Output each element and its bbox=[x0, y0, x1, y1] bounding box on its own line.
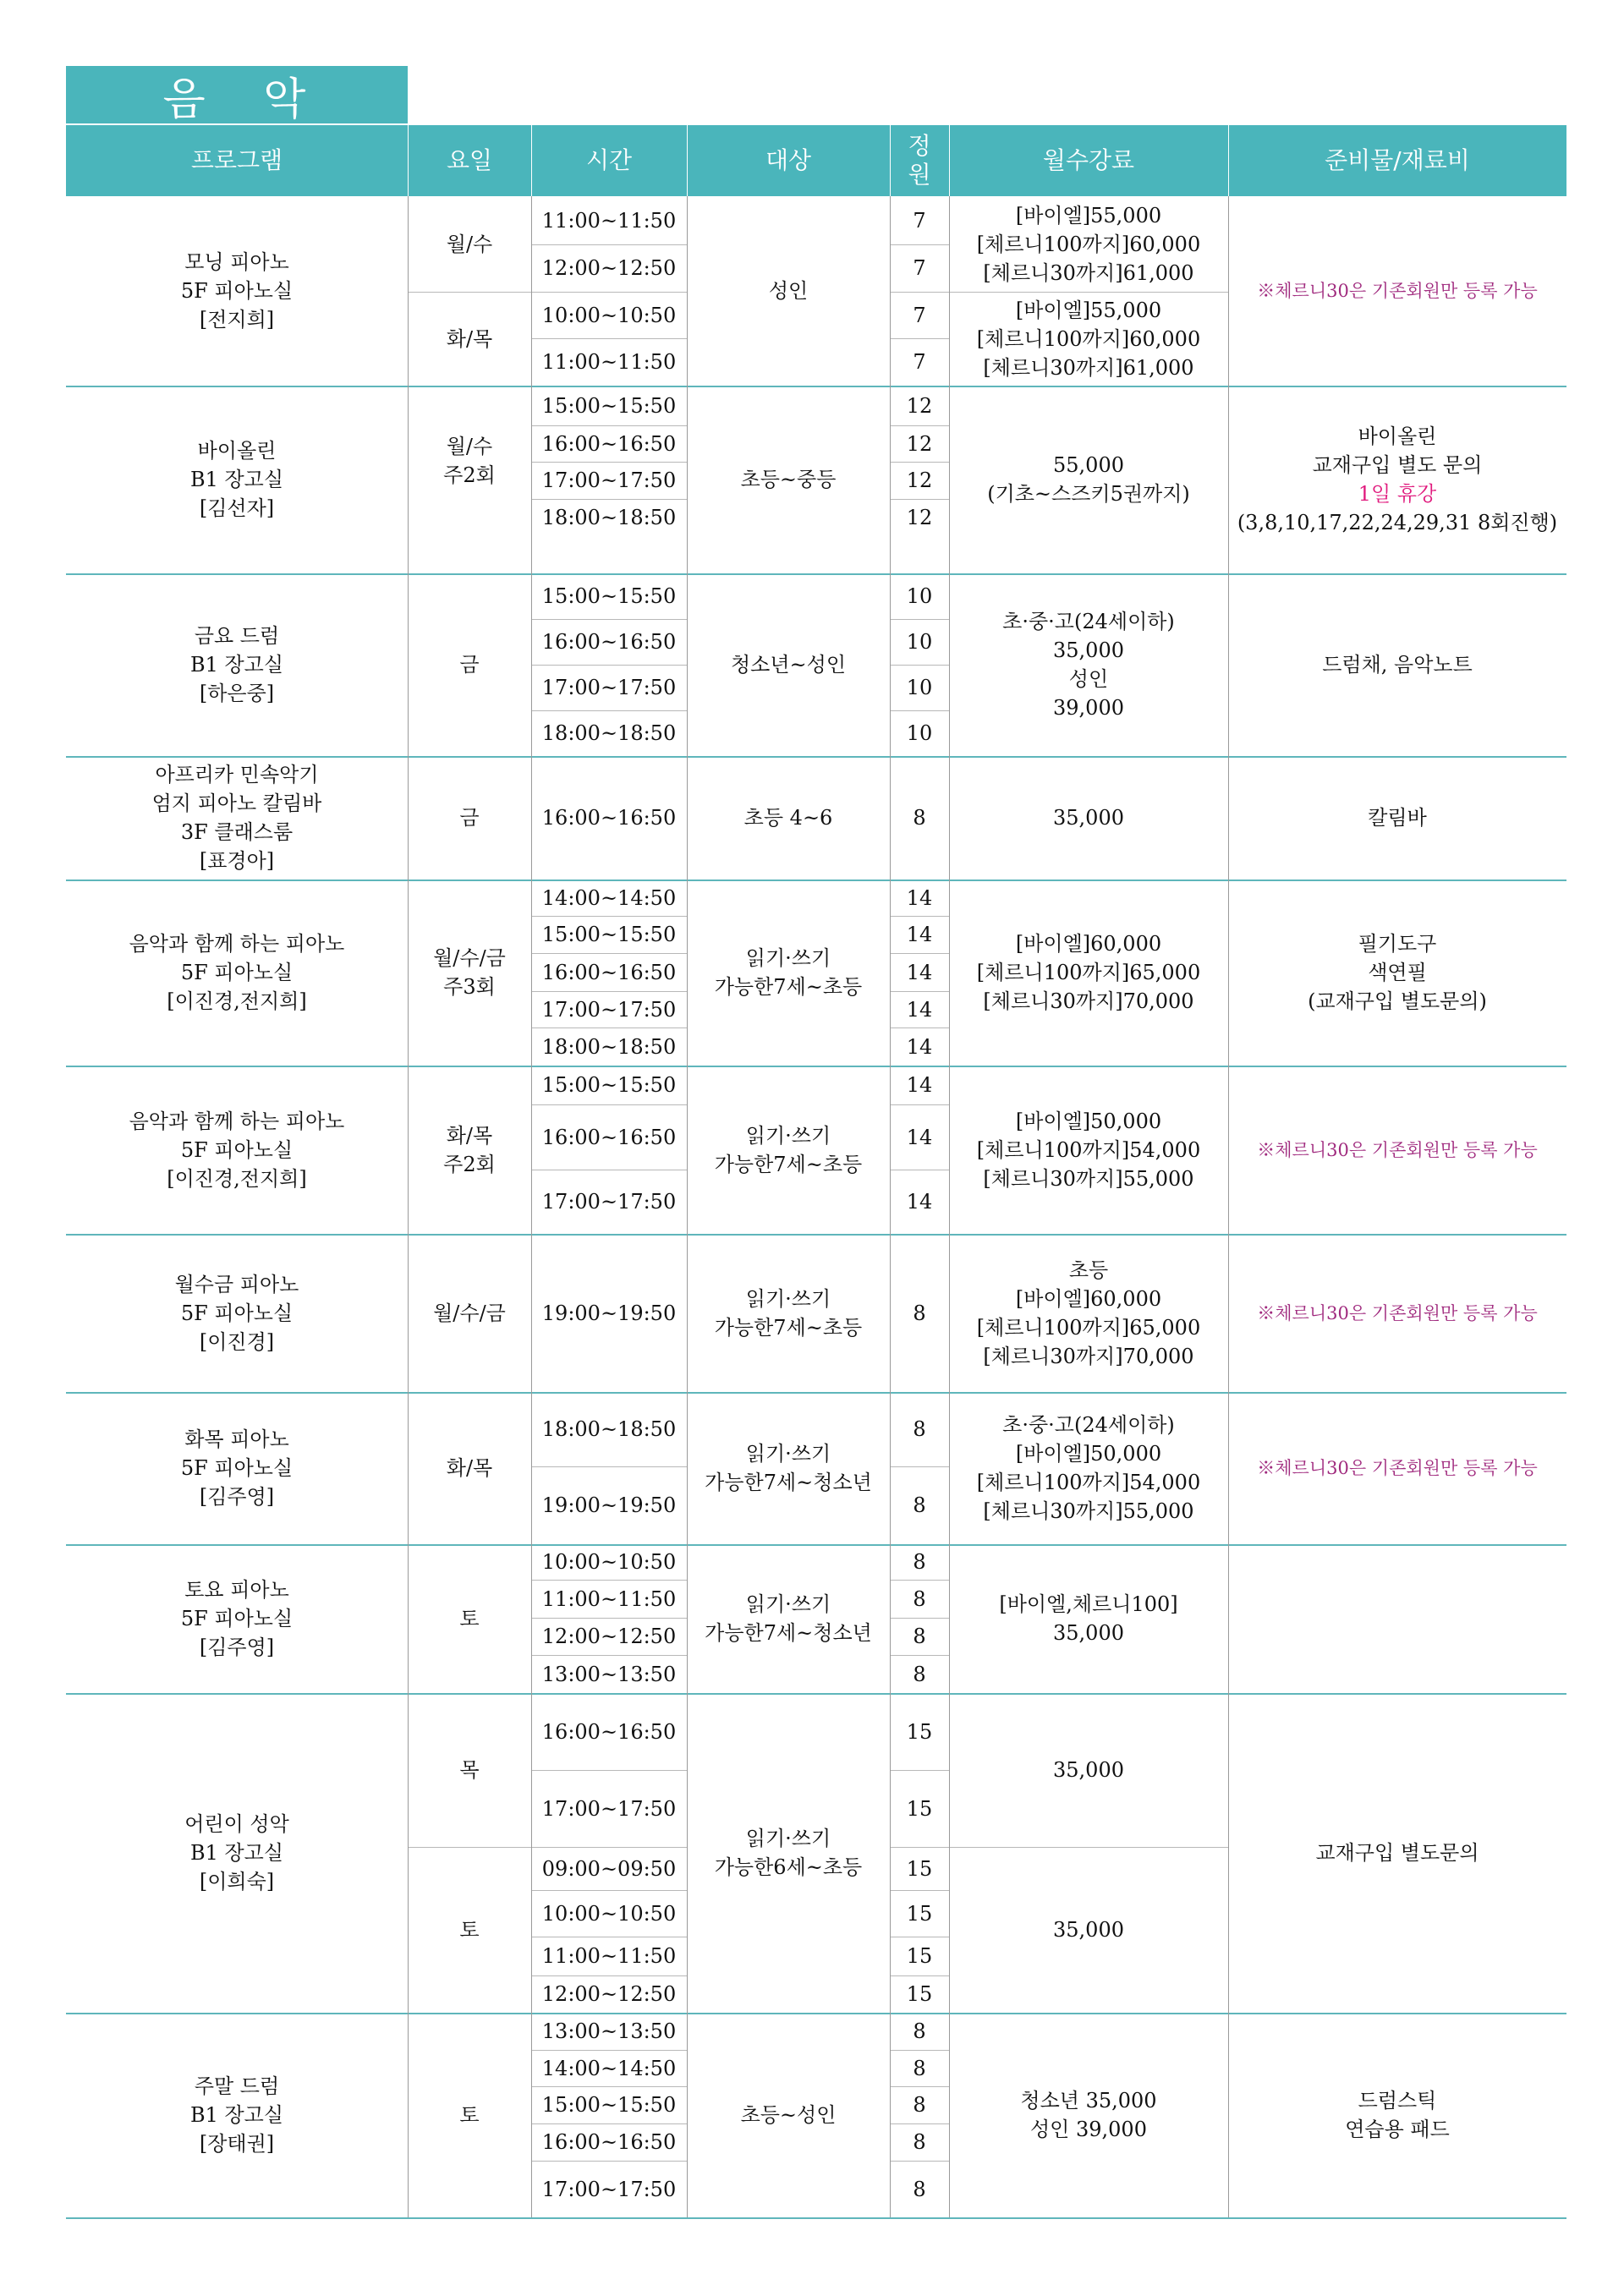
column-divider bbox=[949, 1066, 950, 1234]
capacity-cell: 15 bbox=[906, 1719, 933, 1744]
materials-cell: 교재구입 별도문의 bbox=[1315, 1841, 1479, 1865]
row-divider bbox=[531, 2086, 687, 2087]
target-cell: 읽기·쓰기 가능한7세~초등 bbox=[714, 946, 863, 999]
capacity-cell: 7 bbox=[913, 303, 926, 327]
time-slot: 17:00~17:50 bbox=[541, 1190, 677, 1214]
materials-cell: ※체르니30은 기존회원만 등록 가능 bbox=[1257, 281, 1538, 301]
column-divider bbox=[531, 2013, 532, 2217]
column-divider bbox=[531, 1066, 532, 1234]
program-cell: 어린이 성악 B1 장고실 [이희숙] bbox=[184, 1812, 289, 1893]
capacity-cell: 8 bbox=[913, 2056, 926, 2080]
time-slot: 15:00~15:50 bbox=[541, 2093, 677, 2117]
column-divider bbox=[890, 1234, 891, 1392]
column-divider bbox=[949, 756, 950, 879]
row-divider bbox=[890, 1770, 949, 1771]
capacity-cell: 14 bbox=[906, 1034, 933, 1059]
row-divider bbox=[531, 665, 687, 666]
capacity-cell: 8 bbox=[913, 2093, 926, 2117]
column-divider bbox=[408, 1693, 409, 2013]
time-slot: 15:00~15:50 bbox=[541, 923, 677, 946]
column-divider bbox=[408, 386, 409, 573]
column-divider bbox=[949, 196, 950, 386]
row-divider bbox=[890, 1975, 949, 1976]
fee-cell: 35,000 bbox=[1053, 1918, 1124, 1942]
capacity-cell: 8 bbox=[913, 1662, 926, 1686]
fee-cell: [바이엘]55,000 [체르니100까지]60,000 [체르니30까지]61,000 bbox=[976, 298, 1201, 380]
materials-cell: ※체르니30은 기존회원만 등록 가능 bbox=[1257, 1458, 1538, 1478]
capacity-cell: 15 bbox=[906, 1901, 933, 1926]
capacity-cell: 14 bbox=[906, 923, 933, 946]
time-slot: 16:00~16:50 bbox=[541, 630, 677, 654]
time-slot: 11:00~11:50 bbox=[541, 1944, 677, 1968]
capacity-cell: 8 bbox=[913, 1550, 926, 1574]
column-divider bbox=[408, 1066, 409, 1234]
row-divider bbox=[66, 2217, 1566, 2219]
time-slot: 14:00~14:50 bbox=[541, 885, 677, 910]
column-divider bbox=[531, 1234, 532, 1392]
fee-cell: 35,000 bbox=[1053, 806, 1124, 830]
column-divider bbox=[949, 879, 950, 1066]
target-cell: 읽기·쓰기 가능한7세~청소년 bbox=[705, 1592, 872, 1645]
row-divider bbox=[531, 2161, 687, 2162]
column-divider bbox=[890, 879, 891, 1066]
materials-cell: 칼림바 bbox=[1368, 806, 1427, 830]
row-divider bbox=[890, 665, 949, 666]
column-divider bbox=[408, 879, 409, 1066]
column-divider bbox=[687, 386, 688, 573]
row-divider bbox=[531, 1890, 687, 1891]
column-divider bbox=[1228, 573, 1229, 756]
column-divider bbox=[687, 756, 688, 879]
column-divider bbox=[408, 573, 409, 756]
row-divider bbox=[890, 2086, 949, 2087]
time-slot: 12:00~12:50 bbox=[541, 256, 677, 280]
row-divider bbox=[890, 499, 949, 500]
day-cell: 월/수/금 주3회 bbox=[433, 946, 506, 999]
column-divider bbox=[890, 1544, 891, 1693]
materials-line: (3,8,10,17,22,24,29,31 8회진행) bbox=[1237, 511, 1558, 534]
row-divider bbox=[949, 292, 1228, 293]
time-slot: 18:00~18:50 bbox=[541, 1417, 677, 1441]
column-divider bbox=[687, 1066, 688, 1234]
row-divider bbox=[531, 1770, 687, 1771]
header-divider bbox=[1228, 125, 1229, 196]
row-divider bbox=[531, 619, 687, 620]
section-title: 음 악 bbox=[66, 66, 408, 123]
day-cell: 금 bbox=[459, 653, 480, 677]
row-divider bbox=[890, 991, 949, 992]
target-cell: 읽기·쓰기 가능한7세~초등 bbox=[714, 1123, 863, 1176]
day-cell: 토 bbox=[459, 2103, 480, 2127]
program-cell: 바이올린 B1 장고실 [김선자] bbox=[189, 439, 284, 520]
column-divider bbox=[890, 1693, 891, 2013]
column-divider bbox=[408, 1234, 409, 1392]
column-divider bbox=[1228, 1544, 1229, 1693]
time-slot: 18:00~18:50 bbox=[541, 721, 677, 745]
target-cell: 청소년~성인 bbox=[730, 653, 847, 677]
program-cell: 주말 드럼 B1 장고실 [장태권] bbox=[189, 2074, 284, 2156]
time-slot: 19:00~19:50 bbox=[541, 1301, 677, 1325]
column-divider bbox=[949, 573, 950, 756]
column-divider bbox=[531, 1544, 532, 1693]
capacity-cell: 14 bbox=[906, 885, 933, 910]
target-cell: 초등 4~6 bbox=[743, 806, 833, 830]
target-cell: 초등~성인 bbox=[740, 2103, 837, 2127]
target-cell: 읽기·쓰기 가능한6세~초등 bbox=[714, 1827, 863, 1879]
materials-cell bbox=[1228, 386, 1566, 573]
column-divider bbox=[890, 2013, 891, 2217]
column-divider bbox=[687, 573, 688, 756]
capacity-cell: 15 bbox=[906, 1944, 933, 1968]
program-cell: 아프리카 민속악기 엄지 피아노 칼림바 3F 클래스룸 [표경아] bbox=[151, 763, 322, 873]
row-divider bbox=[531, 991, 687, 992]
column-divider bbox=[1228, 756, 1229, 879]
capacity-cell: 14 bbox=[906, 1125, 933, 1149]
fee-cell: [바이엘]55,000 [체르니100까지]60,000 [체르니30까지]61,000 bbox=[976, 203, 1201, 285]
column-divider bbox=[890, 1392, 891, 1544]
capacity-cell: 10 bbox=[906, 676, 933, 699]
row-divider bbox=[531, 1655, 687, 1656]
time-slot: 17:00~17:50 bbox=[541, 1796, 677, 1821]
column-divider bbox=[408, 1392, 409, 1544]
capacity-cell: 8 bbox=[913, 1417, 926, 1441]
capacity-cell: 7 bbox=[913, 256, 926, 280]
row-divider bbox=[890, 1466, 949, 1467]
column-divider bbox=[531, 756, 532, 879]
row-divider bbox=[890, 462, 949, 463]
column-divider bbox=[408, 1544, 409, 1693]
column-divider bbox=[890, 756, 891, 879]
time-slot: 15:00~15:50 bbox=[541, 393, 677, 418]
column-divider bbox=[890, 196, 891, 386]
capacity-cell: 10 bbox=[906, 584, 933, 608]
column-divider bbox=[949, 1544, 950, 1693]
row-divider bbox=[531, 916, 687, 917]
program-cell: 금요 드럼 B1 장고실 [하은중] bbox=[189, 624, 284, 705]
time-slot: 11:00~11:50 bbox=[541, 350, 677, 374]
column-divider bbox=[408, 756, 409, 879]
day-cell: 월/수 bbox=[446, 232, 493, 256]
time-slot: 10:00~10:50 bbox=[541, 1550, 677, 1574]
day-cell: 목 bbox=[459, 1758, 480, 1782]
time-slot: 16:00~16:50 bbox=[541, 2130, 677, 2154]
capacity-cell: 15 bbox=[906, 1982, 933, 2006]
capacity-cell: 8 bbox=[913, 1625, 926, 1648]
row-divider bbox=[531, 1580, 687, 1581]
row-divider bbox=[890, 1847, 949, 1848]
time-slot: 13:00~13:50 bbox=[541, 2019, 677, 2043]
row-divider bbox=[531, 338, 687, 339]
row-divider bbox=[890, 2050, 949, 2051]
fee-cell: 35,000 bbox=[1053, 1758, 1124, 1782]
time-slot: 16:00~16:50 bbox=[541, 960, 677, 984]
row-divider bbox=[408, 1847, 687, 1848]
program-cell: 월수금 피아노 5F 피아노실 [이진경] bbox=[174, 1272, 299, 1354]
day-cell: 토 bbox=[459, 1607, 480, 1630]
fee-cell: 55,000 (기초~스즈키5권까지) bbox=[987, 453, 1190, 506]
column-divider bbox=[949, 386, 950, 573]
day-cell: 화/목 bbox=[446, 1456, 493, 1480]
program-cell: 화목 피아노 5F 피아노실 [김주영] bbox=[180, 1427, 294, 1509]
row-divider bbox=[531, 244, 687, 245]
time-slot: 17:00~17:50 bbox=[541, 997, 677, 1022]
fee-cell: [바이엘]60,000 [체르니100까지]65,000 [체르니30까지]70,000 bbox=[976, 932, 1201, 1013]
row-divider bbox=[890, 1104, 949, 1105]
time-slot: 12:00~12:50 bbox=[541, 1625, 677, 1648]
program-cell: 모닝 피아노 5F 피아노실 [전지희] bbox=[180, 250, 294, 332]
target-cell: 읽기·쓰기 가능한7세~청소년 bbox=[705, 1442, 872, 1494]
materials-cell: ※체르니30은 기존회원만 등록 가능 bbox=[1257, 1139, 1538, 1160]
fee-cell: 초·중·고(24세이하) 35,000 성인 39,000 bbox=[1002, 610, 1175, 720]
capacity-cell: 12 bbox=[906, 431, 933, 456]
time-slot: 18:00~18:50 bbox=[541, 506, 677, 529]
header-divider bbox=[890, 125, 891, 196]
materials-cell: 드럼채, 음악노트 bbox=[1322, 653, 1473, 677]
column-divider bbox=[687, 1544, 688, 1693]
capacity-cell: 10 bbox=[906, 721, 933, 745]
column-divider bbox=[531, 1392, 532, 1544]
materials-cell: 필기도구 색연필 (교재구입 별도문의) bbox=[1308, 932, 1487, 1013]
day-cell: 금 bbox=[459, 806, 480, 830]
row-divider bbox=[531, 1104, 687, 1105]
capacity-cell: 8 bbox=[913, 1586, 926, 1611]
row-divider bbox=[890, 710, 949, 711]
time-slot: 17:00~17:50 bbox=[541, 469, 677, 492]
column-divider bbox=[531, 196, 532, 386]
column-divider bbox=[890, 386, 891, 573]
time-slot: 18:00~18:50 bbox=[541, 1034, 677, 1059]
header-divider bbox=[408, 125, 409, 196]
time-slot: 16:00~16:50 bbox=[541, 806, 677, 830]
row-divider bbox=[890, 1655, 949, 1656]
program-cell: 음악과 함께 하는 피아노 5F 피아노실 [이진경,전지희] bbox=[129, 932, 345, 1013]
materials-cell: 드럼스틱 연습용 패드 bbox=[1345, 2089, 1450, 2141]
capacity-cell: 8 bbox=[913, 1301, 926, 1325]
time-slot: 11:00~11:50 bbox=[541, 1586, 677, 1611]
row-divider bbox=[531, 462, 687, 463]
column-divider bbox=[1228, 879, 1229, 1066]
capacity-cell: 7 bbox=[913, 350, 926, 374]
row-divider bbox=[890, 1618, 949, 1619]
header-divider bbox=[687, 125, 688, 196]
time-slot: 10:00~10:50 bbox=[541, 303, 677, 327]
row-divider bbox=[890, 1890, 949, 1891]
header-time: 시간 bbox=[531, 125, 687, 196]
time-slot: 13:00~13:50 bbox=[541, 1662, 677, 1686]
column-divider bbox=[1228, 196, 1229, 386]
day-cell: 월/수/금 bbox=[433, 1301, 506, 1325]
time-slot: 09:00~09:50 bbox=[541, 1856, 677, 1881]
time-slot: 19:00~19:50 bbox=[541, 1493, 677, 1517]
row-divider bbox=[949, 1847, 1228, 1848]
row-divider bbox=[531, 953, 687, 954]
capacity-cell: 8 bbox=[913, 2019, 926, 2043]
row-divider bbox=[531, 1618, 687, 1619]
column-divider bbox=[687, 879, 688, 1066]
row-divider bbox=[890, 244, 949, 245]
capacity-cell: 12 bbox=[906, 393, 933, 418]
row-divider bbox=[890, 916, 949, 917]
column-divider bbox=[687, 1234, 688, 1392]
capacity-cell: 15 bbox=[906, 1796, 933, 1821]
day-cell: 토 bbox=[459, 1918, 480, 1942]
time-slot: 14:00~14:50 bbox=[541, 2056, 677, 2080]
row-divider bbox=[890, 338, 949, 339]
capacity-cell: 14 bbox=[906, 1073, 933, 1097]
header-divider bbox=[949, 125, 950, 196]
program-cell: 토요 피아노 5F 피아노실 [김주영] bbox=[180, 1578, 294, 1659]
column-divider bbox=[949, 1234, 950, 1392]
row-divider bbox=[890, 1580, 949, 1581]
time-slot: 16:00~16:50 bbox=[541, 1719, 677, 1744]
column-divider bbox=[890, 1066, 891, 1234]
header-capacity: 정 원 bbox=[890, 125, 949, 196]
column-divider bbox=[408, 196, 409, 386]
capacity-cell: 8 bbox=[913, 2130, 926, 2154]
column-divider bbox=[687, 1392, 688, 1544]
target-cell: 읽기·쓰기 가능한7세~초등 bbox=[714, 1286, 863, 1340]
time-slot: 16:00~16:50 bbox=[541, 1125, 677, 1149]
row-divider bbox=[531, 499, 687, 500]
header-day: 요일 bbox=[408, 125, 531, 196]
column-divider bbox=[1228, 2013, 1229, 2217]
column-divider bbox=[949, 1392, 950, 1544]
column-divider bbox=[531, 386, 532, 573]
column-divider bbox=[890, 573, 891, 756]
target-cell: 성인 bbox=[768, 279, 809, 303]
capacity-cell: 15 bbox=[906, 1856, 933, 1881]
materials-line: 1일 휴강 bbox=[1358, 482, 1437, 506]
header-materials: 준비물/재료비 bbox=[1228, 125, 1566, 196]
row-divider bbox=[890, 2123, 949, 2124]
row-divider bbox=[890, 425, 949, 426]
row-divider bbox=[531, 425, 687, 426]
column-divider bbox=[687, 2013, 688, 2217]
fee-cell: 초·중·고(24세이하) [바이엘]50,000 [체르니100까지]54,000 [체르니30까지]55,000 bbox=[976, 1413, 1201, 1523]
capacity-cell: 8 bbox=[913, 1493, 926, 1517]
time-slot: 10:00~10:50 bbox=[541, 1901, 677, 1926]
materials-cell: ※체르니30은 기존회원만 등록 가능 bbox=[1257, 1302, 1538, 1323]
row-divider bbox=[531, 1975, 687, 1976]
column-divider bbox=[1228, 1693, 1229, 2013]
capacity-cell: 7 bbox=[913, 208, 926, 233]
row-divider bbox=[890, 2161, 949, 2162]
capacity-cell: 14 bbox=[906, 1190, 933, 1214]
header-fee: 월수강료 bbox=[949, 125, 1228, 196]
materials-line: 바이올린 bbox=[1358, 425, 1437, 448]
column-divider bbox=[531, 879, 532, 1066]
column-divider bbox=[1228, 386, 1229, 573]
row-divider bbox=[408, 292, 687, 293]
row-divider bbox=[531, 710, 687, 711]
program-cell: 음악과 함께 하는 피아노 5F 피아노실 [이진경,전지희] bbox=[129, 1109, 345, 1191]
materials-line: 교재구입 별도 문의 bbox=[1312, 453, 1483, 477]
column-divider bbox=[687, 196, 688, 386]
capacity-cell: 14 bbox=[906, 960, 933, 984]
fee-cell: [바이엘,체르니100] 35,000 bbox=[999, 1592, 1178, 1645]
column-divider bbox=[949, 1693, 950, 2013]
day-cell: 화/목 bbox=[446, 326, 493, 351]
header-program: 프로그램 bbox=[66, 125, 408, 196]
day-cell: 월/수 주2회 bbox=[443, 435, 496, 487]
row-divider bbox=[890, 619, 949, 620]
time-slot: 11:00~11:50 bbox=[541, 208, 677, 233]
capacity-cell: 12 bbox=[906, 469, 933, 492]
column-divider bbox=[1228, 1234, 1229, 1392]
fee-cell: [바이엘]50,000 [체르니100까지]54,000 [체르니30까지]55,000 bbox=[976, 1109, 1201, 1191]
column-divider bbox=[949, 2013, 950, 2217]
target-cell: 초등~중등 bbox=[740, 468, 837, 491]
row-divider bbox=[890, 292, 949, 293]
capacity-cell: 8 bbox=[913, 806, 926, 830]
capacity-cell: 10 bbox=[906, 630, 933, 654]
row-divider bbox=[531, 1027, 687, 1028]
column-divider bbox=[531, 573, 532, 756]
fee-cell: 초등 [바이엘]60,000 [체르니100까지]65,000 [체르니30까지]70,000 bbox=[976, 1258, 1201, 1368]
fee-cell: 청소년 35,000 성인 39,000 bbox=[1020, 2089, 1157, 2141]
time-slot: 15:00~15:50 bbox=[541, 584, 677, 608]
time-slot: 17:00~17:50 bbox=[541, 676, 677, 699]
column-divider bbox=[408, 2013, 409, 2217]
capacity-cell: 8 bbox=[913, 2177, 926, 2201]
capacity-cell: 12 bbox=[906, 506, 933, 529]
column-divider bbox=[1228, 1392, 1229, 1544]
row-divider bbox=[890, 953, 949, 954]
row-divider bbox=[531, 2123, 687, 2124]
header-divider bbox=[531, 125, 532, 196]
column-divider bbox=[531, 1693, 532, 2013]
time-slot: 17:00~17:50 bbox=[541, 2177, 677, 2201]
column-divider bbox=[1228, 1066, 1229, 1234]
column-divider bbox=[687, 1693, 688, 2013]
time-slot: 12:00~12:50 bbox=[541, 1982, 677, 2006]
row-divider bbox=[531, 1466, 687, 1467]
time-slot: 15:00~15:50 bbox=[541, 1073, 677, 1097]
day-cell: 화/목 주2회 bbox=[443, 1123, 496, 1176]
header-target: 대상 bbox=[687, 125, 890, 196]
row-divider bbox=[890, 1027, 949, 1028]
time-slot: 16:00~16:50 bbox=[541, 431, 677, 456]
capacity-cell: 14 bbox=[906, 997, 933, 1022]
row-divider bbox=[531, 2050, 687, 2051]
